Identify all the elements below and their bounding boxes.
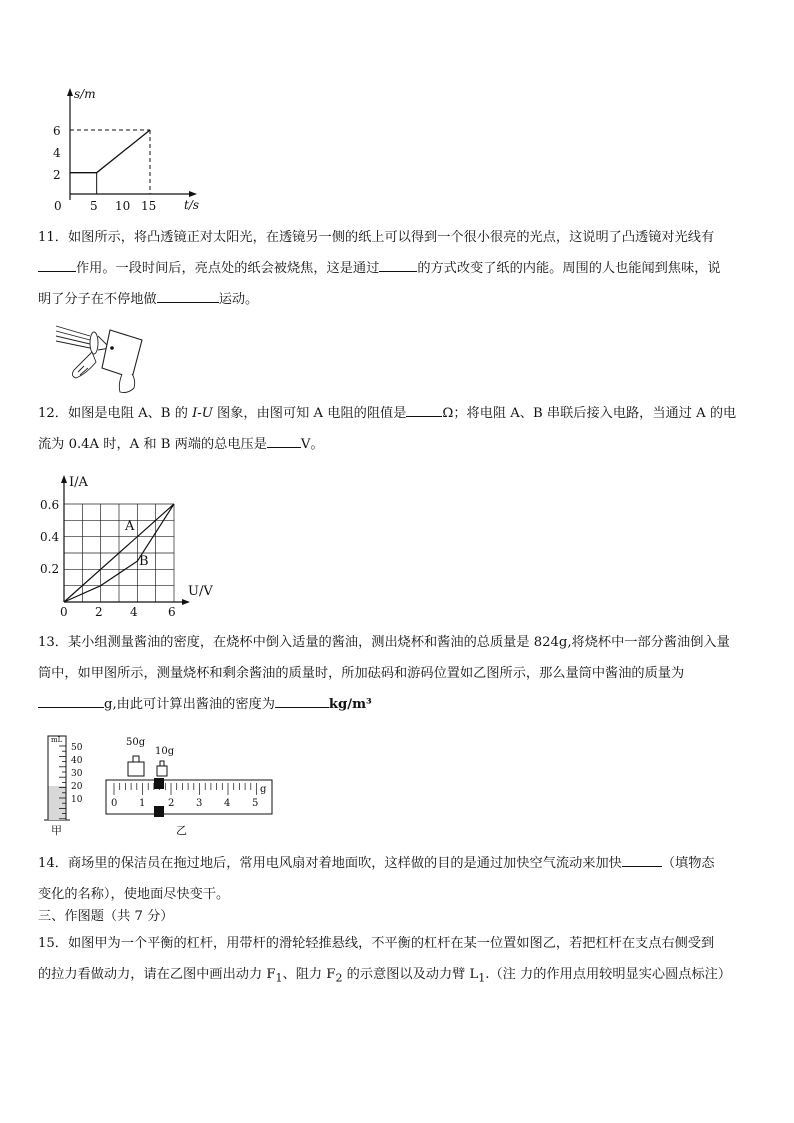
iu-line-b-label: B <box>139 554 149 569</box>
scale-tick-3: 3 <box>196 798 203 809</box>
caption-right: 乙 <box>176 824 187 837</box>
q15-line2-b: 、阻力 F <box>282 967 336 982</box>
q15-line-2 <box>38 959 760 994</box>
iu-line-a-label: A <box>125 519 135 534</box>
st-ytick-6: 6 <box>53 124 61 138</box>
question-15 <box>38 928 760 994</box>
st-y-arrow <box>67 88 73 96</box>
iu-ytick-06: 0.6 <box>40 498 60 512</box>
q11-line-3 <box>38 284 760 315</box>
q12-line2-b: V。 <box>300 437 324 452</box>
iu-ytick-04: 0.4 <box>40 530 60 544</box>
st-ytick-4: 4 <box>53 146 61 160</box>
lens-paper-figure <box>52 318 148 396</box>
rider-bottom <box>154 806 164 817</box>
paper-sheet <box>102 330 142 378</box>
iu-xtick-2: 2 <box>95 605 103 619</box>
st-y-label: s/m <box>74 87 96 101</box>
q11-line2-b: 的方式改变了纸的内能。周围的人也能闻到焦味，说 <box>417 261 721 276</box>
iu-xtick-6: 6 <box>168 605 176 619</box>
q14-line1-a: 14．商场里的保洁员在拖过地后，常用电风扇对着地面吹，这样做的目的是通过加快空气流动来加快 <box>38 856 622 871</box>
scale-tick-5: 5 <box>252 798 259 809</box>
hand-left <box>72 352 96 378</box>
iu-x-arrow <box>182 599 190 605</box>
iu-x-label: U/V <box>188 584 213 599</box>
question-11 <box>38 222 760 315</box>
scale-tick-1: 1 <box>139 798 146 809</box>
st-xtick-0: 0 <box>54 199 62 213</box>
q12-blank-2[interactable] <box>267 435 301 448</box>
q13-line-2: 筒中，如甲图所示，测量烧杯和剩余酱油的质量时，所加砝码和游码位置如乙图所示，那么量筒中酱油的质量为 <box>38 666 685 681</box>
iu-xtick-4: 4 <box>130 605 138 619</box>
q13-line3-b: kg/m³ <box>328 697 372 712</box>
q12-line-2 <box>38 429 760 460</box>
iu-y-label: I/A <box>69 475 88 490</box>
q11-blank-1[interactable] <box>38 259 76 272</box>
q13-line-3 <box>38 689 760 720</box>
cyl-tick-50: 50 <box>71 743 83 753</box>
sun-ray <box>56 336 90 344</box>
q14-line-2: 变化的名称），使地面尽快变干。 <box>38 887 230 902</box>
cyl-tick-40: 40 <box>71 756 83 766</box>
q11-line3-a: 明了分子在不停地做 <box>38 292 157 307</box>
st-xtick-15: 15 <box>141 199 157 213</box>
convex-lens <box>90 332 98 354</box>
st-ytick-2: 2 <box>53 168 61 182</box>
weight-10g <box>157 761 167 776</box>
mass-measure-figure <box>38 728 278 840</box>
q15-sub-1: 1 <box>275 971 283 985</box>
iu-graph <box>36 472 221 620</box>
q13-blank-1[interactable] <box>38 695 104 708</box>
st-series-line <box>70 130 150 173</box>
caption-left: 甲 <box>51 824 62 837</box>
st-x-label: t/s <box>184 198 200 212</box>
q15-line2-a: 的拉力看做动力，请在乙图中画出动力 F <box>38 967 276 982</box>
question-12 <box>38 398 760 460</box>
q11-line-1: 11．如图所示，将凸透镜正对太阳光，在透镜另一侧的纸上可以得到一个很小很亮的光点，这说明了凸透镜对光线有 <box>38 230 715 245</box>
q15-line-1: 15．如图甲为一个平衡的杠杆，用带杆的滑轮轻推悬线，不平衡的杠杆在某一位置如图乙，若把杠杆在支点右侧受到 <box>38 936 715 951</box>
q12-line1-b: 图象，由图可知 A 电阻的阻值是 <box>212 406 407 421</box>
q13-line-1: 13．某小组测量酱油的密度，在烧杯中倒入适量的酱油，测出烧杯和酱油的总质量是 824g,将烧杯中一部分酱油倒入量 <box>38 635 730 650</box>
scale-tick-4: 4 <box>224 798 231 809</box>
weight-50g-label: 50g <box>126 737 146 748</box>
sun-ray <box>56 331 90 340</box>
q13-blank-2[interactable] <box>275 695 329 708</box>
weight-10g-label: 10g <box>155 746 175 757</box>
q14-blank-1[interactable] <box>622 854 662 867</box>
q15-sub-2: 2 <box>335 971 343 985</box>
q15-line2-c: 的示意图以及动力臂 L <box>342 967 479 982</box>
scale-tick-2: 2 <box>168 798 175 809</box>
q14-line-1 <box>38 848 760 879</box>
q14-line1-b: （填物态 <box>661 856 715 871</box>
sun-ray <box>56 326 90 336</box>
iu-xtick-0: 0 <box>60 605 68 619</box>
section-3-title: 三、作图题（共 7 分） <box>38 909 174 924</box>
q12-iu-italic: I-U <box>192 406 213 421</box>
iu-y-arrow <box>61 475 67 483</box>
iu-ytick-02: 0.2 <box>40 562 60 576</box>
hand-right <box>119 374 134 393</box>
q12-line1-c: Ω；将电阻 A、B 串联后接入电路，当通过 A 的电 <box>442 406 737 421</box>
cylinder-unit: mL <box>51 736 63 744</box>
st-xtick-10: 10 <box>115 199 131 213</box>
scale-unit: g <box>260 784 267 795</box>
cyl-tick-30: 30 <box>71 769 83 779</box>
q11-line3-b: 运动。 <box>218 292 259 307</box>
q13-line3-a: g,由此可计算出酱油的密度为 <box>104 697 275 712</box>
question-13 <box>38 627 760 720</box>
st-graph <box>40 82 210 217</box>
q11-line-2 <box>38 253 760 284</box>
q11-blank-2[interactable] <box>379 259 417 272</box>
cyl-tick-10: 10 <box>71 795 83 805</box>
q12-line1-a: 12．如图是电阻 A、B 的 <box>38 406 193 421</box>
q11-line2-a: 作用。一段时间后，亮点处的纸会被烧焦，这是通过 <box>76 261 380 276</box>
cyl-tick-20: 20 <box>71 782 83 792</box>
q11-blank-3[interactable] <box>157 290 219 303</box>
focus-spot <box>110 346 114 350</box>
q12-blank-1[interactable] <box>406 404 442 417</box>
q12-line-1 <box>38 398 760 429</box>
scale-tick-0: 0 <box>111 798 118 809</box>
q15-line2-d: .（注 力的作用点用较明显实心圆点标注） <box>485 967 732 982</box>
st-xtick-5: 5 <box>90 199 98 213</box>
question-14 <box>38 848 760 910</box>
rider-top <box>154 778 164 789</box>
sun-ray <box>56 341 90 348</box>
q15-sub-3: 1 <box>478 971 486 985</box>
q12-line2-a: 流为 0.4A 时，A 和 B 两端的总电压是 <box>38 437 267 452</box>
st-x-arrow <box>189 191 197 197</box>
weight-50g <box>128 756 144 776</box>
